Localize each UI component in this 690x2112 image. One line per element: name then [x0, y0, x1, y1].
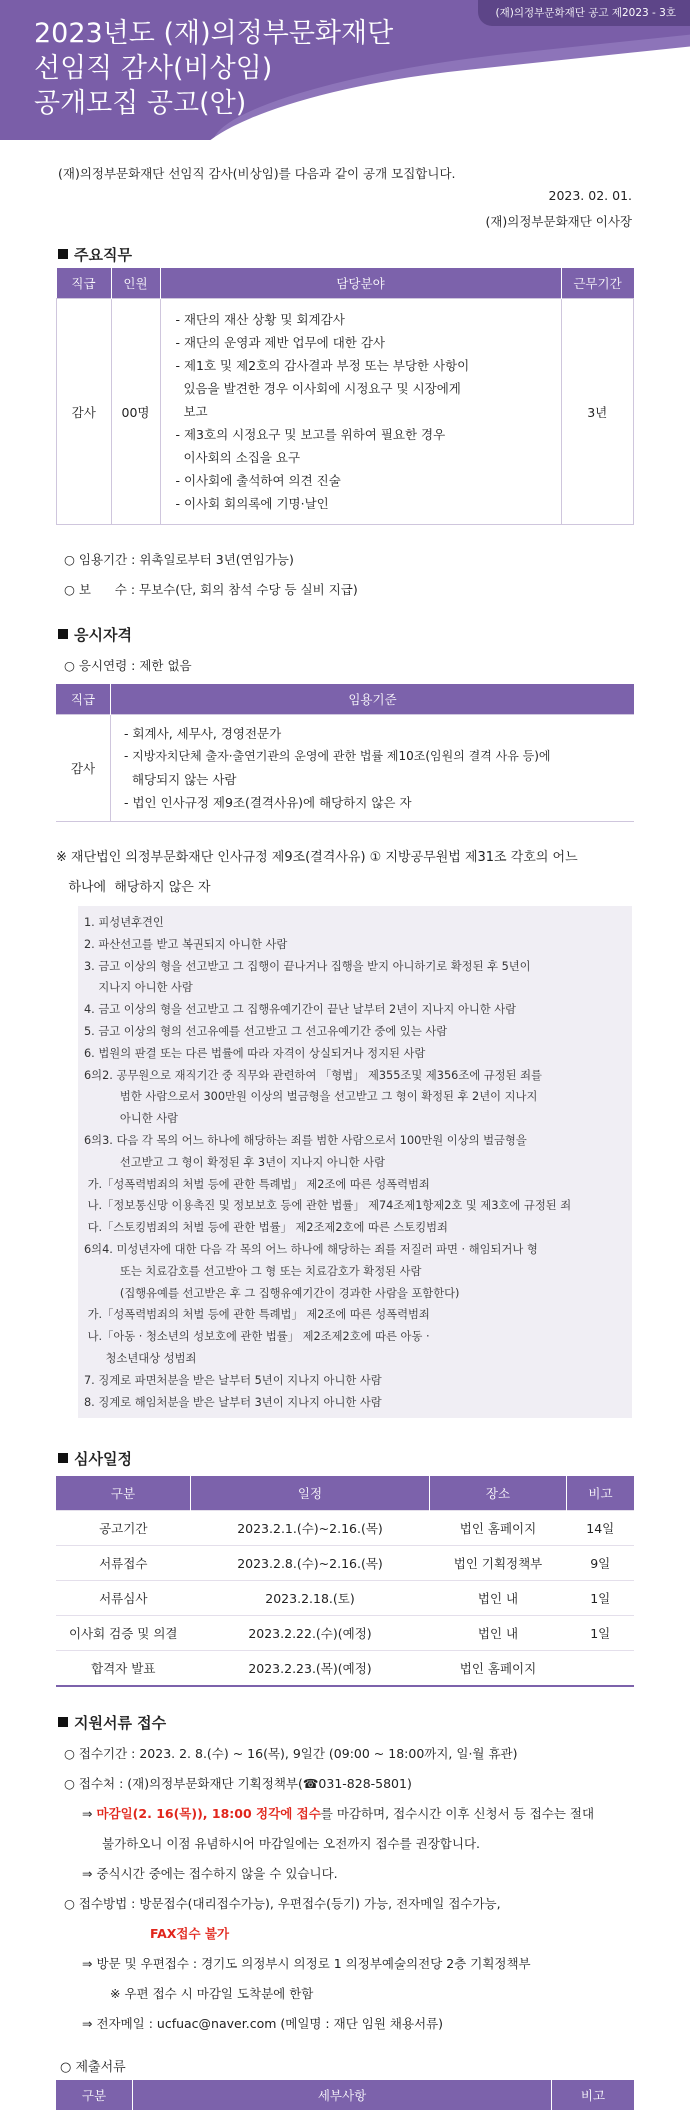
header-banner: [0, 0, 690, 140]
schedule-cell: 법인 내: [430, 1616, 567, 1651]
disqual-item: 나.「정보통신망 이용촉진 및 정보보호 등에 관한 법률」 제74조제1항제2호 및 제3호에 규정된 죄: [84, 1199, 572, 1213]
notice-number: (재)의정부문화재단 공고 제2023 - 3호: [478, 0, 690, 26]
square-bullet-icon: [58, 1717, 68, 1727]
table-row: [56, 1616, 634, 1651]
table-header: 임용기준: [111, 684, 635, 715]
list-item: 이사회의 소집을 요구: [175, 450, 301, 465]
schedule-cell: 법인 홈페이지: [430, 1651, 567, 1687]
documents-table: [56, 2080, 634, 2110]
page-title: [34, 16, 393, 121]
table-header: 인원: [111, 268, 160, 299]
title-line: 공개모집 공고(안): [34, 88, 247, 119]
section-qualification: 응시자격: [58, 624, 132, 645]
square-bullet-icon: [58, 629, 68, 639]
section-schedule: 심사일정: [58, 1448, 132, 1469]
disqual-note: ※ 재단법인 의정부문화재단 인사규정 제9조(결격사유) ① 지방공무원법 제31조 각호의 어느: [56, 850, 578, 865]
table-header: 비고: [552, 2080, 635, 2110]
schedule-cell: 법인 기획정책부: [430, 1546, 567, 1581]
table-header: 세부사항: [133, 2080, 552, 2110]
disqual-item: 나.「아동 · 청소년의 성보호에 관한 법률」 제2조제2호에 따른 아동 ·: [84, 1330, 430, 1344]
application-period: ○ 접수기간 : 2023. 2. 8.(수) ~ 16(목), 9일간 (09:00 ~ 18:00까지, 일·월 휴관): [64, 1746, 518, 1761]
schedule-table: [56, 1476, 634, 1687]
disqual-item: 7. 징계로 파면처분을 받은 날부터 5년이 지나지 아니한 사람: [84, 1373, 382, 1387]
term-line: ○ 임용기간 : 위촉일로부터 3년(연임가능): [64, 552, 294, 567]
schedule-cell: 법인 홈페이지: [430, 1511, 567, 1546]
email-line: ⇒ 전자메일 : ucfuac@naver.com (메일명 : 재단 임원 채용서류): [82, 2016, 444, 2031]
table-header: 직급: [56, 684, 111, 715]
schedule-cell: 2023.2.23.(목)(예정): [191, 1651, 430, 1687]
table-header: 근무기간: [561, 268, 634, 299]
list-item: 있음을 발견한 경우 이사회에 시정요구 및 시장에게: [175, 381, 461, 396]
schedule-cell: 2023.2.22.(수)(예정): [191, 1616, 430, 1651]
disqual-item: 선고받고 그 형이 확정된 후 3년이 지나지 아니한 사람: [84, 1155, 385, 1169]
list-item: - 지방자치단체 출자·출연기관의 운영에 관한 법률 제10조(임원의 결격 사유 등)에: [124, 749, 551, 763]
disqual-item: (집행유예를 선고받은 후 그 집행유예기간이 경과한 사람을 포함한다): [84, 1286, 460, 1300]
table-row: [56, 1511, 634, 1546]
table-header-row: [56, 2080, 634, 2110]
deadline-highlight: 마감일(2. 16(목)), 18:00 정각에 접수: [96, 1806, 321, 1821]
schedule-cell: 2023.2.8.(수)~2.16.(목): [191, 1546, 430, 1581]
criteria-cell: [111, 715, 635, 822]
disqualification-box: [78, 906, 632, 1418]
table-row: [56, 715, 634, 822]
list-item: - 재단의 재산 상황 및 회계감사: [175, 312, 345, 327]
disqual-note: 하나에 해당하지 않은 자: [56, 880, 211, 895]
disqual-item: 8. 징계로 해임처분을 받은 날부터 3년이 지나지 아니한 사람: [84, 1395, 382, 1409]
disqual-item: 지나지 아니한 사람: [84, 981, 193, 995]
table-header: 구분: [56, 1476, 191, 1511]
rank-cell: 감사: [57, 299, 112, 525]
deadline-continuation: 불가하오니 이점 유념하시어 마감일에는 오전까지 접수를 권장합니다.: [102, 1836, 480, 1851]
table-row: [56, 1581, 634, 1616]
title-line: 2023년도 (재)의정부문화재단: [34, 18, 394, 49]
section-application: 지원서류 접수: [58, 1712, 166, 1733]
list-item: - 이사회에 출석하여 의견 진술: [175, 473, 341, 488]
list-item: 보고: [175, 404, 208, 419]
disqual-item: 청소년대상 성범죄: [84, 1352, 197, 1365]
schedule-cell: 1일: [567, 1581, 635, 1616]
schedule-cell: 서류접수: [56, 1546, 191, 1581]
postal-note: ※ 우편 접수 시 마감일 도착분에 한함: [110, 1986, 314, 2001]
table-header: 장소: [430, 1476, 567, 1511]
age-line: ○ 응시연령 : 제한 없음: [64, 658, 192, 673]
list-item: - 법인 인사규정 제9조(결격사유)에 해당하지 않은 자: [124, 795, 412, 810]
address-line: ⇒ 방문 및 우편접수 : 경기도 의정부시 의정로 1 의정부예술의전당 2층 기획정책부: [82, 1956, 531, 1971]
list-item: - 회계사, 세무사, 경영전문가: [124, 726, 282, 741]
duties-cell: [160, 299, 561, 525]
table-header: 구분: [56, 2080, 133, 2110]
issuer: (재)의정부문화재단 이사장: [485, 214, 632, 229]
table-header: 직급: [57, 268, 112, 299]
application-place: ○ 접수처 : (재)의정부문화재단 기획정책부(☎031-828-5801): [64, 1776, 412, 1791]
schedule-cell: 2023.2.18.(토): [191, 1581, 430, 1616]
rank-cell: 감사: [56, 715, 111, 822]
list-item: - 이사회 회의록에 기명·날인: [175, 496, 329, 511]
disqual-item: 가.「성폭력범죄의 처벌 등에 관한 특례법」 제2조에 따른 성폭력범죄: [84, 1308, 430, 1322]
disqual-item: 3. 금고 이상의 형을 선고받고 그 집행이 끝나거나 집행을 받지 아니하기로 확정된 후 5년이: [84, 959, 531, 973]
disqual-item: 5. 금고 이상의 형의 선고유예를 선고받고 그 선고유예기간 중에 있는 사람: [84, 1025, 448, 1038]
disqual-item: 1. 피성년후견인: [84, 916, 164, 929]
list-item: - 제1호 및 제2호의 감사결과 부정 또는 부당한 사항이: [175, 358, 470, 373]
schedule-cell: 2023.2.1.(수)~2.16.(목): [191, 1511, 430, 1546]
square-bullet-icon: [58, 249, 68, 259]
method-line: ○ 접수방법 : 방문접수(대리접수가능), 우편접수(등기) 가능, 전자메일 접수가능,: [64, 1896, 501, 1911]
table-header: 담당분야: [160, 268, 561, 299]
schedule-cell: 공고기간: [56, 1511, 191, 1546]
section-duties: 주요직무: [58, 244, 132, 265]
intro-text: (재)의정부문화재단 선임직 감사(비상임)를 다음과 같이 공개 모집합니다.: [58, 166, 456, 181]
notice-date: 2023. 02. 01.: [548, 188, 632, 203]
disqual-item: 아니한 사람: [84, 1112, 179, 1126]
deadline-line: ⇒ 마감일(2. 16(목)), 18:00 정각에 접수를 마감하며, 접수시간 이후 신청서 등 접수는 절대: [82, 1806, 595, 1821]
table-row: [57, 299, 634, 525]
disqual-item: 6의3. 다음 각 목의 어느 하나에 해당하는 죄를 범한 사람으로서 100만원 이상의 벌금형을: [84, 1134, 527, 1147]
disqual-item: 6의4. 미성년자에 대한 다음 각 목의 어느 하나에 해당하는 죄를 저질러 파면 · 해임되거나 형: [84, 1243, 538, 1256]
count-cell: 00명: [111, 299, 160, 525]
list-item: 해당되지 않는 사람: [124, 772, 237, 787]
disqual-item: 6의2. 공무원으로 재직기간 중 직무와 관련하여 「형법」 제355조및 제356조에 규정된 죄를: [84, 1068, 542, 1082]
fax-note: FAX접수 불가: [150, 1926, 230, 1941]
disqual-item: 2. 파산선고를 받고 복권되지 아니한 사람: [84, 937, 288, 951]
schedule-cell: 법인 내: [430, 1581, 567, 1616]
square-bullet-icon: [58, 1453, 68, 1463]
period-cell: 3년: [561, 299, 634, 525]
schedule-cell: 서류심사: [56, 1581, 191, 1616]
pay-line: ○ 보 수 : 무보수(단, 회의 참석 수당 등 실비 지급): [64, 582, 358, 597]
documents-title: ○ 제출서류: [60, 2060, 126, 2075]
schedule-cell: 9일: [567, 1546, 635, 1581]
table-header: 비고: [567, 1476, 635, 1511]
schedule-cell: 1일: [567, 1616, 635, 1651]
table-header-row: [56, 684, 634, 715]
duties-table: [56, 268, 634, 525]
disqual-item: 6. 법원의 판결 또는 다른 법률에 따라 자격이 상실되거나 정지된 사람: [84, 1046, 426, 1060]
schedule-cell: 이사회 검증 및 의결: [56, 1616, 191, 1651]
schedule-cell: [567, 1651, 635, 1687]
table-row: [56, 1651, 634, 1687]
disqual-item: 또는 치료감호를 선고받아 그 형 또는 치료감호가 확정된 사람: [84, 1264, 422, 1278]
table-row: [56, 1546, 634, 1581]
qualification-table: [56, 684, 634, 822]
schedule-cell: 14일: [567, 1511, 635, 1546]
disqual-item: 범한 사람으로서 300만원 이상의 벌금형을 선고받고 그 형이 확정된 후 2년이 지나지: [84, 1090, 538, 1104]
table-header: 일정: [191, 1476, 430, 1511]
disqual-item: 가.「성폭력범죄의 처벌 등에 관한 특례법」 제2조에 따른 성폭력범죄: [84, 1177, 430, 1191]
list-item: - 제3호의 시정요구 및 보고를 위하여 필요한 경우: [175, 427, 446, 442]
disqual-item: 4. 금고 이상의 형을 선고받고 그 집행유예기간이 끝난 날부터 2년이 지나지 아니한 사람: [84, 1003, 517, 1017]
table-header-row: [57, 268, 634, 299]
table-header-row: [56, 1476, 634, 1511]
title-line: 선임직 감사(비상임): [34, 53, 273, 84]
lunch-note: ⇒ 중식시간 중에는 접수하지 않을 수 있습니다.: [82, 1866, 338, 1881]
list-item: - 재단의 운영과 제반 업무에 대한 감사: [175, 335, 385, 350]
disqual-item: 다.「스토킹범죄의 처벌 등에 관한 법률」 제2조제2호에 따른 스토킹범죄: [84, 1221, 448, 1235]
schedule-cell: 합격자 발표: [56, 1651, 191, 1687]
